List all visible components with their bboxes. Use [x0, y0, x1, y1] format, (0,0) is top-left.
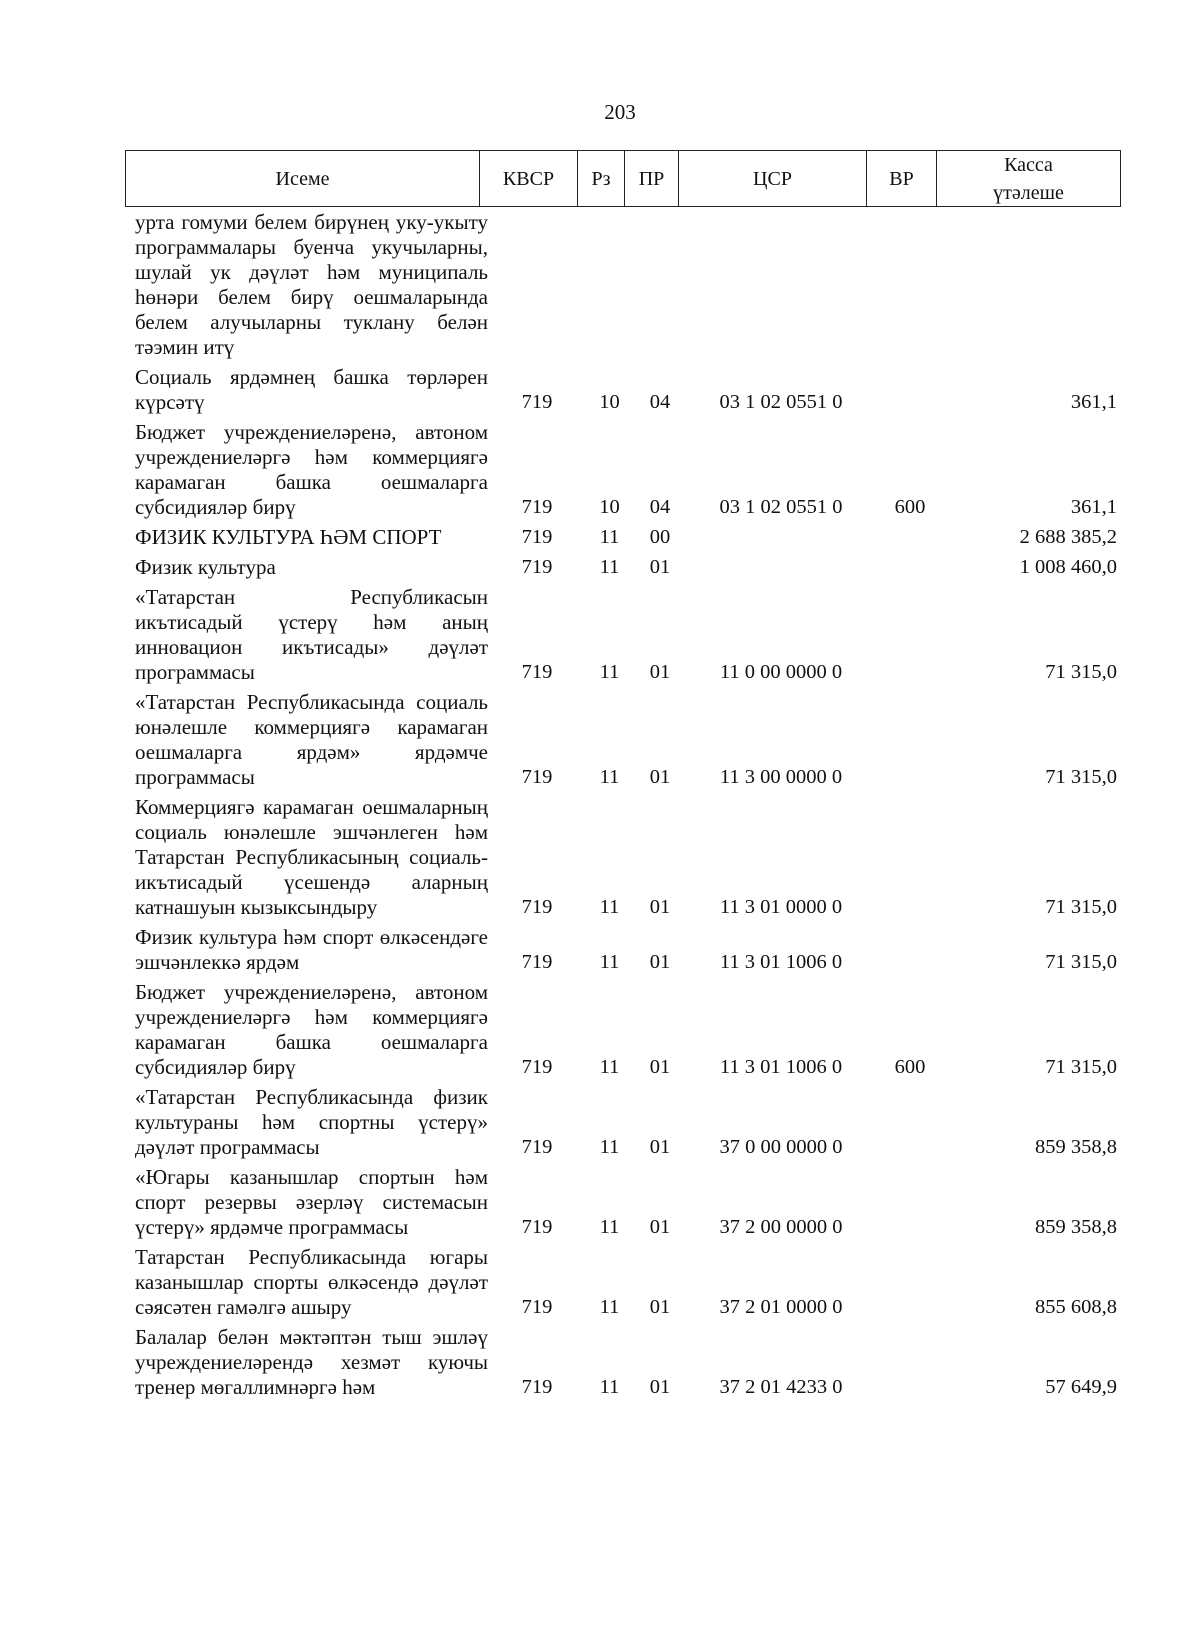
row-rz: 10: [599, 391, 620, 413]
row-name: Физик культура: [135, 555, 276, 579]
row-kvsr: 719: [521, 1216, 553, 1238]
header-vr: ВР: [867, 151, 937, 206]
table-row: [0, 555, 1200, 580]
row-kvsr: 719: [521, 766, 553, 788]
row-name: Физик культура һәм спорт өлкәсендәге эшчәнлеккә ярдәм: [135, 925, 488, 974]
row-rz: 11: [599, 526, 620, 548]
row-csr: 11 0 00 0000 0: [719, 661, 843, 683]
row-pr: 01: [649, 1056, 671, 1078]
row-name: Татарстан Республикасында югары казанышлар спорты өлкәсендә дәүләт сәясәтен гамәлгә ашыру: [135, 1245, 488, 1319]
row-sum: 361,1: [1070, 391, 1117, 413]
row-pr: 00: [649, 526, 671, 548]
row-name: Бюджет учреждениеләренә, автоном учреждениеләргә һәм коммерциягә карамаган башка оешмаларга субсидияләр бирү: [135, 420, 488, 519]
row-rz: 11: [599, 1376, 620, 1398]
header-name: Исеме: [126, 151, 480, 206]
header-rz: Рз: [578, 151, 625, 206]
header-pr: ПР: [625, 151, 679, 206]
row-pr: 01: [649, 766, 671, 788]
row-pr: 01: [649, 1376, 671, 1398]
table-row: [0, 980, 1200, 1080]
row-sum: 859 358,8: [1035, 1216, 1117, 1238]
row-kvsr: 719: [521, 1296, 553, 1318]
row-pr: 04: [649, 391, 671, 413]
row-kvsr: 719: [521, 1376, 553, 1398]
row-name: «Татарстан Республикасында физик культураны һәм спортны үстерү» дәүләт программасы: [135, 1085, 488, 1159]
row-name: Коммерциягә карамаган оешмаларның социаль юнәлешле эшчәнлеген һәм Татарстан Республикасының социаль-икътисадый үсешендә аларның катнашуын кызыксындыру: [135, 795, 488, 919]
row-csr: 11 3 00 0000 0: [719, 766, 843, 788]
row-name: Балалар белән мәктәптән тыш эшләү учреждениеләрендә хезмәт куючы тренер мөгаллимнәргә һәм: [135, 1325, 488, 1399]
table-row: [0, 210, 1200, 360]
row-sum: 1 008 460,0: [1019, 556, 1117, 578]
row-rz: 11: [599, 896, 620, 918]
row-sum: 361,1: [1070, 496, 1117, 518]
table-row: [0, 525, 1200, 550]
row-csr: 37 2 00 0000 0: [719, 1216, 843, 1238]
row-sum: 71 315,0: [1045, 1056, 1117, 1078]
row-kvsr: 719: [521, 496, 553, 518]
row-kvsr: 719: [521, 1056, 553, 1078]
row-vr: 600: [894, 1056, 926, 1078]
row-sum: 57 649,9: [1045, 1376, 1117, 1398]
row-csr: 37 2 01 0000 0: [719, 1296, 843, 1318]
table-row: [0, 1165, 1200, 1240]
table-row: [0, 585, 1200, 685]
row-csr: 37 0 00 0000 0: [719, 1136, 843, 1158]
table-row: [0, 365, 1200, 415]
header-sum: Касса үтәлеше: [993, 153, 1064, 204]
header-kvsr: КВСР: [480, 151, 578, 206]
row-csr: 03 1 02 0551 0: [719, 496, 843, 518]
row-kvsr: 719: [521, 896, 553, 918]
row-rz: 10: [599, 496, 620, 518]
row-sum: 71 315,0: [1045, 951, 1117, 973]
row-csr: 03 1 02 0551 0: [719, 391, 843, 413]
row-rz: 11: [599, 1056, 620, 1078]
row-kvsr: 719: [521, 526, 553, 548]
row-sum: 2 688 385,2: [1019, 526, 1117, 548]
table-body: [0, 210, 1200, 1405]
row-kvsr: 719: [521, 661, 553, 683]
row-pr: 01: [649, 1216, 671, 1238]
row-csr: 11 3 01 0000 0: [719, 896, 843, 918]
row-pr: 01: [649, 1296, 671, 1318]
header-csr: ЦСР: [679, 151, 867, 206]
row-rz: 11: [599, 661, 620, 683]
row-rz: 11: [599, 1296, 620, 1318]
row-name: Бюджет учреждениеләренә, автоном учреждениеләргә һәм коммерциягә карамаган башка оешмаларга субсидияләр бирү: [135, 980, 488, 1079]
row-csr: 11 3 01 1006 0: [719, 1056, 843, 1078]
row-name: «Югары казанышлар спортын һәм спорт резервы әзерләү системасын үстерү» ярдәмче программасы: [135, 1165, 488, 1239]
table-row: [0, 1085, 1200, 1160]
row-sum: 855 608,8: [1035, 1296, 1117, 1318]
row-kvsr: 719: [521, 1136, 553, 1158]
row-pr: 01: [649, 896, 671, 918]
table-row: [0, 690, 1200, 790]
table-header: [125, 150, 1121, 207]
row-pr: 04: [649, 496, 671, 518]
row-rz: 11: [599, 556, 620, 578]
row-sum: 71 315,0: [1045, 661, 1117, 683]
row-rz: 11: [599, 766, 620, 788]
table-row: [0, 795, 1200, 920]
row-name: урта гомуми белем бирүнең уку-укыту программалары буенча укучыларны, шулай ук дәүләт һәм муниципаль һөнәри белем бирү оешмаларында белем алучыларны туклану белән тәэмин итү: [135, 210, 488, 359]
page-number: 203: [604, 100, 636, 124]
row-pr: 01: [649, 661, 671, 683]
row-rz: 11: [599, 951, 620, 973]
table-row: [0, 1325, 1200, 1400]
row-csr: 11 3 01 1006 0: [719, 951, 843, 973]
row-sum: 71 315,0: [1045, 766, 1117, 788]
row-name: ФИЗИК КУЛЬТУРА ҺӘМ СПОРТ: [135, 525, 442, 549]
row-csr: 37 2 01 4233 0: [719, 1376, 843, 1398]
row-pr: 01: [649, 1136, 671, 1158]
row-kvsr: 719: [521, 556, 553, 578]
table-row: [0, 1245, 1200, 1320]
row-name: «Татарстан Республикасында социаль юнәлешле коммерциягә карамаган оешмаларга ярдәм» ярдәмче программасы: [135, 690, 488, 789]
row-kvsr: 719: [521, 391, 553, 413]
row-sum: 859 358,8: [1035, 1136, 1117, 1158]
table-row: [0, 420, 1200, 520]
row-rz: 11: [599, 1216, 620, 1238]
row-pr: 01: [649, 556, 671, 578]
table-row: [0, 925, 1200, 975]
row-rz: 11: [599, 1136, 620, 1158]
row-name: «Татарстан Республикасын икътисадый үстерү һәм аның инновацион икътисады» дәүләт программасы: [135, 585, 488, 684]
row-name: Социаль ярдәмнең башка төрләрен күрсәтү: [135, 365, 488, 414]
row-pr: 01: [649, 951, 671, 973]
row-sum: 71 315,0: [1045, 896, 1117, 918]
row-vr: 600: [894, 496, 926, 518]
row-kvsr: 719: [521, 951, 553, 973]
